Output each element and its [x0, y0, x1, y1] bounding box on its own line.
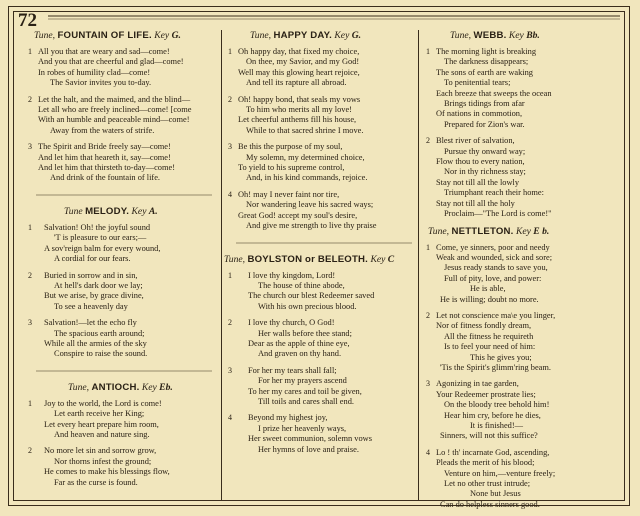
tune-key: C — [387, 253, 395, 265]
tune-key: E b. — [533, 225, 550, 237]
tune-key: G. — [171, 30, 181, 41]
tune-heading: Tune, WEBB. Key Bb. — [450, 30, 540, 41]
page-number: 72 — [18, 10, 37, 31]
tune-heading: Tune, BOYLSTON or BELEOTH. Key C — [224, 253, 395, 265]
verse: 3 Agonizing in tae garden, Your Redeemer prostrate lies; On the bloody tree behold him! Hear him cry, before he dies, It is finished!— Sinners, will not this suffice? — [426, 379, 550, 441]
tune-name: BOYLSTON or BELEOTH. — [247, 253, 369, 265]
verse: 2 I love thy church, O God! Her walls before thee stand; Dear as the apple of thine eye, And graven on thy hand. — [228, 318, 352, 359]
column-3 — [426, 28, 618, 516]
verse: 1 I love thy kingdom, Lord! The house of thine abode, The church our blest Redeemer saved With his own precious blood. — [228, 270, 375, 311]
hymn-antioch — [28, 382, 220, 488]
verse: 1 Oh happy day, that fixed my choice, On thee, my Savior, and my God! Well may this glowing heart rejoice, And tell its rapture all abroad. — [228, 47, 360, 88]
tune-heading: Tune, FOUNTAIN OF LIFE. Key G. — [34, 30, 181, 41]
tune-heading: Tune MELODY. Key A. — [64, 205, 158, 217]
hymn-webb — [426, 30, 618, 220]
ornament-divider-icon — [228, 238, 420, 248]
verse: 4 Beyond my highest joy, I prize her heavenly ways, Her sweet communion, solemn vows Her hymns of love and praise. — [228, 413, 372, 454]
verse: 1 Come, ye sinners, poor and needy Weak and wounded, sick and sore; Jesus ready stands to save you, Full of pity, love, and power: He is able, He is willing; doubt no more. — [426, 242, 553, 304]
hymn-melody — [28, 206, 220, 360]
hymn-happy-day — [228, 30, 420, 232]
tune-name: MELODY. — [85, 205, 130, 217]
verse: 1 Salvation! Oh! the joyful sound 'T is pleasure to our ears;— A sov'reign balm for every wound, A cordial for our fears. — [28, 222, 161, 264]
verse: 3 Be this the purpose of my soul, My solemn, my determined choice, To yield to his supreme control, And, in his kind commands, rejoice. — [228, 142, 368, 183]
verse: 2 Blest river of salvation, Pursue thy onward way; Flow thou to every nation, Nor in thy richness stay; Stay not till all the lowly Triumphant reach their home: Stay not till all the holy Proclaim—"The Lord is come!" — [426, 136, 552, 219]
header-ornament-icon — [48, 10, 620, 22]
verse: 3 Salvation!—let the echo fly The spacious earth around; While all the armies of the sky Conspire to raise the sound. — [28, 318, 148, 359]
verse: 3 The Spirit and Bride freely say—come! And let him that heareth it, say—come! And let him that thirsteth to-day—come! And drink of the fountain of life. — [28, 142, 175, 183]
ornament-divider-icon — [28, 190, 220, 200]
tune-heading: Tune, NETTLETON. Key E b. — [428, 225, 550, 237]
verse: 4 Lo ! th' incarnate God, ascending, Pleads the merit of his blood; Venture on him,—venture freely; Let no other trust intrude; None but Jesus Can do helpless sinners good. — [426, 447, 556, 509]
column-rule-1 — [221, 30, 222, 500]
verse: 4 Oh! may I never faint nor tire, Nor wandering leave his sacred ways; Great God! accept my soul's desire, And give me strength to live thy praise — [228, 189, 377, 231]
tune-name: ANTIOCH. — [91, 381, 140, 393]
verse: 2 Buried in sorrow and in sin, At hell's dark door we lay; But we arise, by grace divine, To see a heavenly day — [28, 270, 144, 311]
tune-key: G. — [351, 30, 362, 41]
column-2 — [224, 28, 420, 461]
tune-name: WEBB. — [473, 30, 507, 41]
tune-heading: Tune, HAPPY DAY. Key G. — [250, 30, 362, 41]
hymn-boylston — [224, 253, 420, 456]
verse: 2 No more let sin and sorrow grow, Nor thorns infest the ground; He comes to make his blessings flow, Far as the curse is found. — [28, 446, 170, 487]
ornament-divider-icon — [28, 366, 220, 376]
tune-key: Eb. — [159, 381, 173, 393]
tune-heading: Tune, ANTIOCH. Key Eb. — [68, 381, 173, 393]
hymn-nettleton — [426, 226, 618, 511]
tune-key: A. — [148, 205, 158, 217]
verse: 2 Let not conscience ma\e you linger, Nor of fitness fondly dream, All the fitness he requireth Is to feel your need of him: This he gives you; 'Tis the Spirit's glimm'ring beam. — [426, 310, 556, 372]
tune-name: FOUNTAIN OF LIFE. — [57, 30, 152, 41]
tune-name: HAPPY DAY. — [273, 30, 332, 41]
tune-key: Bb. — [526, 30, 540, 41]
verse: 1 Joy to the world, the Lord is come! Let earth receive her King; Let every heart prepare him room, And heaven and nature sing. — [28, 398, 162, 439]
verse: 3 For her my tears shall fall; For her my prayers ascend To her my cares and toil be given, Till toils and cares shall end. — [228, 365, 362, 406]
column-1 — [28, 28, 220, 494]
tune-name: NETTLETON. — [451, 225, 514, 237]
verse: 2 Oh! happy bond, that seals my vows To him who merits all my love! Let cheerful anthems fill his house, While to that sacred shrine I move. — [228, 94, 364, 135]
verse: 2 Let the halt, and the maimed, and the blind— Let all who are freely inclined—come! [come With an humble and peaceable mind—come! Away from the waters of strife. — [28, 94, 192, 135]
verse: 1 The morning light is breaking The darkness disappears; The sons of earth are waking To penitential tears; Each breeze that sweeps the ocean Brings tidings from afar Of nations in commotion, Prepared for Zion's war. — [426, 47, 552, 129]
hymn-fountain-of-life — [28, 30, 220, 184]
verse: 1 All you that are weary and sad—come! And you that are cheerful and glad—come! In robes of humility clad—come! The Savior invites you to-day. — [28, 47, 184, 88]
